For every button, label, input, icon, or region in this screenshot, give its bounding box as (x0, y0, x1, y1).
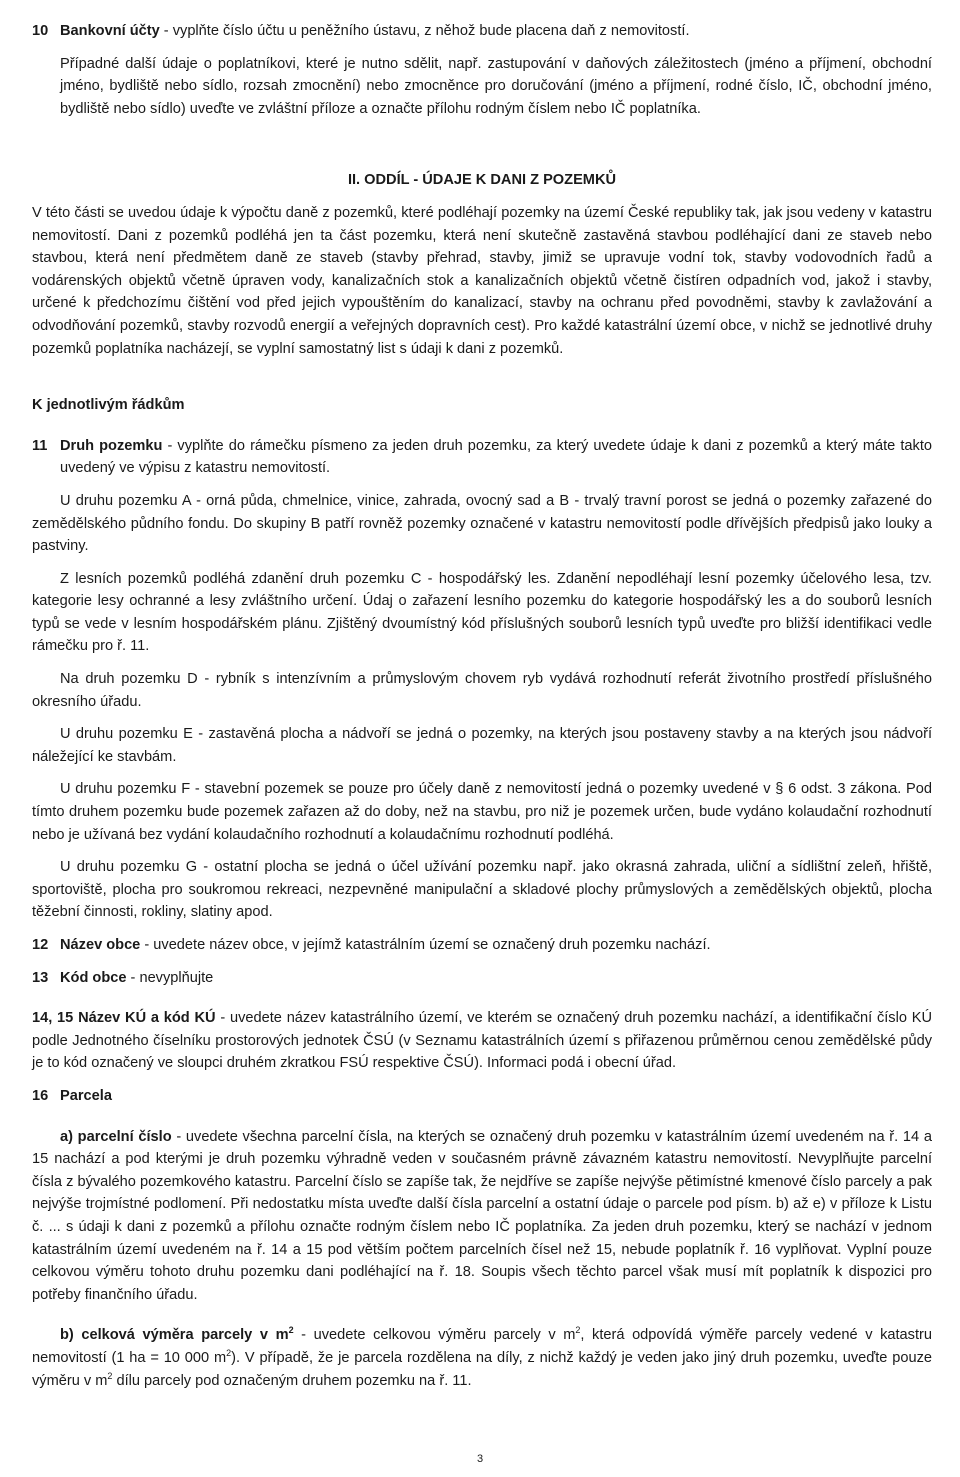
item-11-para-g: U druhu pozemku G - ostatní plocha se jedná o účel užívání pozemku např. jako okrasná zahrada, uliční a sídlištní zeleň, hřiště, sportoviště, plocha pro soukromou rekreaci, nezpevněné manipulační a skladové plochy průmyslových a zemědělských objektů, plocha těžební činnosti, rokliny, slatiny apod. (32, 859, 932, 921)
item-16-b-text: dílu parcely pod označeným druhem pozemku na ř. 11. (112, 1372, 472, 1389)
item-number: 12 (32, 937, 49, 953)
item-number: 14, 15 (32, 1010, 74, 1027)
item-text: - vyplňte do rámečku písmeno za jeden druh pozemku, za který uvedete údaje k dani z pozemků a který máte takto uvedený ve výpisu z katastru nemovitostí. (60, 437, 932, 477)
item-16-b (32, 1324, 932, 1392)
item-11-para-e: U druhu pozemku E - zastavěná plocha a nádvoří se jedná o pozemky, na kterých jsou postaveny stavby a na kterých jsou nádvoří náležející ke stavbám. (32, 726, 932, 765)
item-text: - uvedete název obce, v jejímž katastrálním území se označený druh pozemku nachází. (140, 937, 711, 953)
item-16-a (32, 1126, 932, 1307)
item-16-b-text: - uvedete celkovou výměru parcely v m (293, 1327, 576, 1344)
item-number: 16 (32, 1087, 49, 1104)
item-text: - uvedete název katastrálního území, ve kterém se označený druh pozemku nachází, a identifikační číslo KÚ podle Jednotného číselníku prostorových jednotek ČSÚ (v Seznamu katastrálních území s přiřazenou průměrnou cenou zemědělské půdy je to kód označený ve sloupci druhém zkratkou FSÚ respektive ČSÚ). Informaci podá i obecní úřad. (32, 1010, 932, 1072)
item-label: Druh pozemku (60, 437, 163, 454)
item-label: Kód obce (60, 969, 127, 986)
section-intro: V této části se uvedou údaje k výpočtu daně z pozemků, které podléhají pozemky na území České republiky tak, jak jsou vedeny v katastru nemovitostí. Dani z pozemků podléhá jen ta část pozemku, která není skutečně zastavěná stavbou podléhající dani ze staveb nebo stavbou, která není předmětem daně ze staveb (stavby přehrad, stavby, jimiž se upravuje vodní tok, stavby vodovodních řadů a vodárenských objektů včetně úpraven vody, kanalizačních stok a kanalizačních objektů včetně čistíren odpadních vod, jakož i stavby, určené k předchozímu čištění vod před jejich vypouštěním do kanalizací, stavby na ochranu před povodněmi, stavby k zavlažování a odvodňování pozemků, stavby rozvodů energií a veřejných dopravních cest). Pro každé katastrální území obce, v nichž se jednotlivé druhy pozemků poplatníka nacházejí, se vyplní samostatný list s údaji k dani z pozemků. (32, 204, 932, 357)
rows-heading: K jednotlivým řádkům (32, 397, 185, 414)
page-number: 3 (476, 1453, 484, 1465)
item-10-note: Případné další údaje o poplatníkovi, které je nutno sdělit, např. zastupování v daňových záležitostech (jméno a příjmení, obchodní jméno, bydliště nebo sídlo, rozsah zmocnění) nebo zmocněnce pro doručování (jméno a příjmení, rodné číslo, IČ, obchodní jméno, bydliště nebo sídlo) uveďte ve zvláštní příloze a označte přílohu rodným číslem nebo IČ poplatníka. (60, 55, 932, 117)
item-16-b-label: b) celková výměra parcely v m (60, 1327, 289, 1344)
superscript: 2 (575, 1325, 581, 1336)
item-label: Název obce (60, 937, 141, 953)
item-10 (32, 20, 932, 43)
item-14-15 (32, 1007, 932, 1075)
item-number: 11 (32, 437, 48, 454)
item-12 (32, 934, 932, 957)
item-11-para-f: U druhu pozemku F - stavební pozemek se pouze pro účely daně z nemovitostí jedná o pozemky uvedené v § 6 odst. 3 zákona. Pod tímto druhem pozemku bude pozemek zařazen až do doby, než na stavbu, pro niž je pozemek určen, bude vydáno kolaudační rozhodnutí nebo je užívaná bez vydání kolaudačního rozhodnutí a kolaudačnímu rozhodnutí podléhá. (32, 781, 932, 843)
item-13 (32, 967, 932, 990)
item-16-a-label: a) parcelní číslo (60, 1128, 172, 1145)
item-11-para-d: Na druh pozemku D - rybník s intenzívním a průmyslovým chovem ryb vydává rozhodnutí referát životního prostředí příslušného okresního úřadu. (32, 671, 932, 710)
section-title: II. ODDÍL - ÚDAJE K DANI Z POZEMKŮ (347, 172, 617, 189)
document-page (32, 20, 932, 1392)
item-16-b-text: ). V případě, že je parcela rozdělena na díly, z nichž každý je veden jako jiný druh pozemku, uveďte pouze výměru v m (32, 1349, 933, 1389)
item-label: Bankovní účty (60, 23, 160, 39)
item-number: 10 (32, 23, 49, 39)
superscript: 2 (107, 1370, 113, 1381)
item-11-para-c: Z lesních pozemků podléhá zdanění druh pozemku C - hospodářský les. Zdanění nepodléhají lesní pozemky účelového lesa, tzv. kategorie lesy ochranné a lesy zvláštního určení. Údaj o zařazení lesního pozemku do kategorie hospodářský les a do souborů lesních typů se vede v lesním hospodářském plánu. Zjištěný dvoumístný kód příslušných souborů lesních typů uveďte pro bližší identifikaci vedle rámečku pro ř. 11. (32, 570, 932, 655)
item-16-b-text: , která odpovídá výměře parcely vedené v katastru nemovitostí (1 ha = 10 000 m (32, 1327, 932, 1366)
superscript: 2 (226, 1348, 232, 1359)
item-text: - nevyplňujte (126, 969, 214, 986)
superscript: 2 (288, 1325, 294, 1336)
item-16 (32, 1085, 932, 1108)
item-16-a-text: - uvedete všechna parcelní čísla, na kterých se označený druh pozemku v katastrálním území uvedeném na ř. 14 a 15 nachází a pod kterými je druh pozemku výhradně veden v současném právně závazném katastru nemovitostí. Nevyplňujte parcelní čísla z bývalého pozemkového katastru. Parcelní číslo se zapíše tak, že nejdříve se zapíše nejvýše pětimístné kmenové číslo parcely a pak nejvýše trojmístné podlomení. Při nedostatku místa uveďte další čísla parcelní a ostatní údaje o parcele pod písm. b) až e) v příloze k Listu č. ... s údaji k dani z pozemků a přílohu označte rodným číslem nebo IČ poplatníka. Za jeden druh pozemku, který se nachází v jednom katastrálním území uvedeném na ř. 14 a 15 pod větším počtem parcelních čísel než 15, nebude poplatník ř. 16 vyplňovat. Vyplní pouze celkovou výměru tohoto druhu pozemku dani podléhající na ř. 18. Soupis všech těchto parcel však musí mít poplatník k dispozici pro potřeby finančního úřadu. (32, 1128, 932, 1303)
item-label: Parcela (60, 1087, 112, 1104)
item-11 (32, 435, 932, 480)
item-text: - vyplňte číslo účtu u peněžního ústavu, z něhož bude placena daň z nemovitostí. (159, 23, 690, 39)
item-11-para-ab: U druhu pozemku A - orná půda, chmelnice, vinice, zahrada, ovocný sad a B - trvalý travní porost se jedná o pozemky zařazené do zemědělského půdního fondu. Do skupiny B patří rovněž pozemky označené v katastru nemovitostí podle dřívějších předpisů jako louky a pastviny. (32, 492, 932, 555)
item-number: 13 (32, 969, 49, 986)
item-label: Název KÚ a kód KÚ (78, 1010, 216, 1027)
